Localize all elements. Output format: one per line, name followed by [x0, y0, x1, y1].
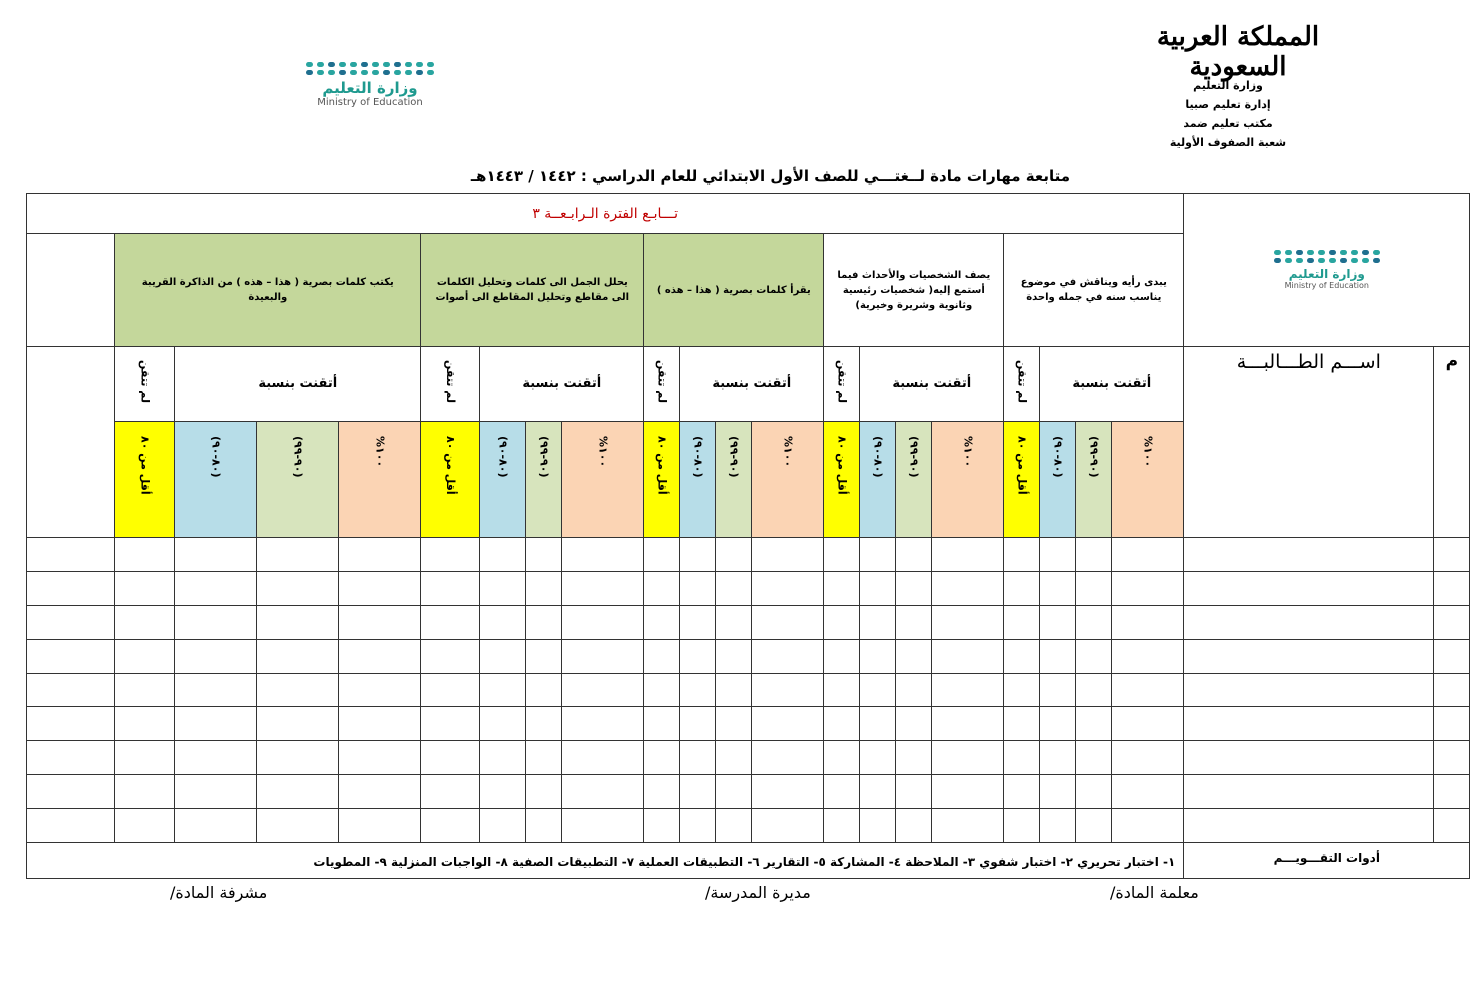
table-cell[interactable] [716, 571, 752, 605]
table-cell[interactable] [257, 707, 339, 741]
table-cell[interactable] [1112, 775, 1184, 809]
moe-logo-english: Ministry of Education [317, 97, 423, 108]
table-cell[interactable] [824, 639, 860, 673]
table-cell[interactable] [339, 707, 421, 741]
table-cell[interactable] [1076, 673, 1112, 707]
table-cell[interactable] [1112, 741, 1184, 775]
table-cell[interactable] [175, 605, 257, 639]
table-cell[interactable] [480, 809, 526, 843]
table-cell[interactable] [421, 775, 480, 809]
table-cell[interactable] [1434, 571, 1470, 605]
table-cell[interactable] [257, 571, 339, 605]
table-cell[interactable] [680, 571, 716, 605]
table-cell[interactable] [1184, 673, 1434, 707]
table-cell[interactable] [257, 639, 339, 673]
table-row [27, 639, 1470, 673]
table-cell[interactable] [257, 741, 339, 775]
table-cell[interactable] [526, 538, 562, 572]
table-cell[interactable] [480, 673, 526, 707]
table-row [27, 673, 1470, 707]
band-title: تـــابـع الفترة الـرابـعــة ٣ [27, 194, 1184, 234]
table-cell[interactable] [932, 707, 1004, 741]
table-cell[interactable] [27, 538, 115, 572]
table-cell[interactable] [1040, 605, 1076, 639]
pct-80-90: (٨٠-٩٠) [680, 421, 716, 537]
table-cell[interactable] [716, 639, 752, 673]
table-cell[interactable] [896, 809, 932, 843]
table-cell[interactable] [115, 741, 175, 775]
table-cell[interactable] [932, 571, 1004, 605]
moe-logo-arabic: وزارة التعليم [322, 79, 418, 97]
table-cell[interactable] [644, 538, 680, 572]
table-cell[interactable] [175, 809, 257, 843]
table-cell[interactable] [824, 809, 860, 843]
table-cell[interactable] [680, 707, 716, 741]
table-cell[interactable] [1004, 571, 1040, 605]
not-mastered-header-2: لم تتقن [824, 347, 860, 422]
pct-90-99: (٩٠-٩٩) [896, 421, 932, 537]
skill-2: يصف الشخصيات والأحداث فيما أستمع إليه( شخصيات رئيسية وثانوية وشريرة وخيرية) [824, 234, 1004, 347]
table-cell[interactable] [1184, 809, 1434, 843]
pct-below-80: أقل من ٨٠ [644, 421, 680, 537]
table-cell[interactable] [752, 809, 824, 843]
table-cell[interactable] [1434, 639, 1470, 673]
table-cell[interactable] [680, 673, 716, 707]
pct-90-99: (٩٠-٩٩) [257, 421, 339, 537]
pct-80-90: (٨٠-٩٠) [175, 421, 257, 537]
table-cell[interactable] [257, 673, 339, 707]
table-cell[interactable] [644, 741, 680, 775]
table-cell[interactable] [339, 639, 421, 673]
table-cell[interactable] [175, 571, 257, 605]
table-cell[interactable] [115, 571, 175, 605]
table-cell[interactable] [1434, 538, 1470, 572]
table-cell[interactable] [339, 741, 421, 775]
table-cell[interactable] [1076, 605, 1112, 639]
table-cell[interactable] [480, 741, 526, 775]
table-cell[interactable] [896, 707, 932, 741]
table-cell[interactable] [1040, 809, 1076, 843]
mastered-header-5: أتقنت بنسبة [175, 347, 421, 422]
table-cell[interactable] [1112, 538, 1184, 572]
table-cell[interactable] [932, 809, 1004, 843]
table-cell[interactable] [526, 775, 562, 809]
table-cell[interactable] [644, 707, 680, 741]
sign-principal: مديرة المدرسة/ [705, 883, 811, 902]
table-cell[interactable] [644, 605, 680, 639]
table-cell[interactable] [562, 775, 644, 809]
table-cell[interactable] [716, 707, 752, 741]
mastered-header-2: أتقنت بنسبة [860, 347, 1004, 422]
table-cell[interactable] [1112, 571, 1184, 605]
table-cell[interactable] [824, 775, 860, 809]
table-cell[interactable] [115, 639, 175, 673]
pct-90-99: (٩٠-٩٩) [716, 421, 752, 537]
table-cell[interactable] [257, 775, 339, 809]
mastered-header-1: أتقنت بنسبة [1040, 347, 1184, 422]
table-cell[interactable] [896, 741, 932, 775]
table-cell[interactable] [1112, 605, 1184, 639]
col-student-header: اســـم الطـــالبـــة [1184, 347, 1434, 538]
mastered-header-4: أتقنت بنسبة [480, 347, 644, 422]
pct-80-90: (٨٠-٩٠) [860, 421, 896, 537]
table-cell[interactable] [175, 538, 257, 572]
table-cell[interactable] [752, 538, 824, 572]
table-cell[interactable] [1040, 538, 1076, 572]
table-cell[interactable] [562, 605, 644, 639]
table-cell[interactable] [680, 775, 716, 809]
table-cell[interactable] [1076, 707, 1112, 741]
table-cell[interactable] [175, 741, 257, 775]
table-cell[interactable] [860, 741, 896, 775]
table-cell[interactable] [27, 571, 115, 605]
table-cell[interactable] [526, 809, 562, 843]
table-cell[interactable] [421, 673, 480, 707]
table-cell[interactable] [1112, 639, 1184, 673]
pct-90-99: (٩٠-٩٩) [1076, 421, 1112, 537]
section-line: شعبة الصفوف الأولية [1169, 136, 1287, 149]
table-cell[interactable] [526, 605, 562, 639]
table-cell[interactable] [752, 707, 824, 741]
table-cell[interactable] [175, 673, 257, 707]
table-cell[interactable] [1184, 775, 1434, 809]
table-cell[interactable] [1076, 538, 1112, 572]
table-cell[interactable] [860, 809, 896, 843]
pct-90-99: (٩٠-٩٩) [526, 421, 562, 537]
pct-below-80: أقل من ٨٠ [115, 421, 175, 537]
table-cell[interactable] [526, 639, 562, 673]
table-cell[interactable] [27, 775, 115, 809]
table-cell[interactable] [1184, 741, 1434, 775]
table-cell[interactable] [480, 571, 526, 605]
table-cell[interactable] [680, 538, 716, 572]
table-cell[interactable] [27, 707, 115, 741]
table-cell[interactable] [860, 775, 896, 809]
table-cell[interactable] [716, 605, 752, 639]
moe-logo-dots [305, 62, 435, 75]
skill-3: يقرأ كلمات بصرية ( هذا – هذه ) [644, 234, 824, 347]
table-cell[interactable] [1434, 741, 1470, 775]
tools-label: أدوات التقـــويـــم [1184, 843, 1470, 879]
table-cell[interactable] [1184, 605, 1434, 639]
table-cell[interactable] [1112, 673, 1184, 707]
table-cell[interactable] [752, 673, 824, 707]
student-rows [27, 538, 1470, 843]
table-cell[interactable] [526, 673, 562, 707]
table-cell[interactable] [716, 809, 752, 843]
table-cell[interactable] [339, 538, 421, 572]
department-line: إدارة تعليم صبيا [1185, 98, 1271, 111]
not-mastered-header-4: لم تتقن [421, 347, 480, 422]
table-cell[interactable] [421, 707, 480, 741]
table-cell[interactable] [752, 571, 824, 605]
table-cell[interactable] [644, 571, 680, 605]
table-cell[interactable] [339, 809, 421, 843]
table-row [27, 741, 1470, 775]
table-cell[interactable] [1076, 741, 1112, 775]
not-mastered-header-3: لم تتقن [644, 347, 680, 422]
table-cell[interactable] [115, 538, 175, 572]
table-cell[interactable] [824, 538, 860, 572]
table-cell[interactable] [257, 538, 339, 572]
table-cell[interactable] [1076, 775, 1112, 809]
table-cell[interactable] [115, 809, 175, 843]
table-cell[interactable] [644, 673, 680, 707]
table-row [27, 809, 1470, 843]
table-cell[interactable] [716, 775, 752, 809]
pct-below-80: أقل من ٨٠ [824, 421, 860, 537]
table-cell[interactable] [115, 707, 175, 741]
table-cell[interactable] [860, 538, 896, 572]
skills-table [26, 193, 1470, 879]
table-cell[interactable] [257, 605, 339, 639]
table-cell[interactable] [27, 673, 115, 707]
table-cell[interactable] [562, 639, 644, 673]
skill-5: يكتب كلمات بصرية ( هذا – هذه ) من الذاكرة القريبة والبعيدة [115, 234, 421, 347]
tools-text: ١- اختبار تحريري ٢- اختبار شفوي ٣- الملاحظة ٤- المشاركة ٥- التقارير ٦- التطبيقات العملية ٧- التطبيقات الصفية ٨- الواجبات المنزلية ٩- المطويات [27, 843, 1184, 879]
table-cell[interactable] [896, 639, 932, 673]
table-cell[interactable] [932, 673, 1004, 707]
table-cell[interactable] [1040, 571, 1076, 605]
table-cell[interactable] [115, 775, 175, 809]
table-cell[interactable] [480, 775, 526, 809]
table-cell[interactable] [752, 639, 824, 673]
pct-below-80: أقل من ٨٠ [1004, 421, 1040, 537]
table-cell[interactable] [824, 707, 860, 741]
table-cell[interactable] [1040, 639, 1076, 673]
table-cell[interactable] [860, 707, 896, 741]
table-cell[interactable] [860, 673, 896, 707]
pct-100: ١٠٠% [1112, 421, 1184, 537]
table-row [27, 605, 1470, 639]
table-cell[interactable] [1004, 673, 1040, 707]
table-cell[interactable] [824, 741, 860, 775]
skill-1: يبدى رأيه ويناقش في موضوع يناسب سنه في جمله واحدة [1004, 234, 1184, 347]
table-cell[interactable] [1040, 741, 1076, 775]
table-cell[interactable] [27, 639, 115, 673]
table-row [27, 775, 1470, 809]
pct-100: ١٠٠% [339, 421, 421, 537]
office-lines [1148, 76, 1308, 152]
table-cell[interactable] [1112, 809, 1184, 843]
table-row [27, 538, 1470, 572]
table-row [27, 707, 1470, 741]
table-cell[interactable] [896, 673, 932, 707]
table-cell[interactable] [1112, 707, 1184, 741]
table-cell[interactable] [1434, 809, 1470, 843]
pct-below-80: أقل من ٨٠ [421, 421, 480, 537]
table-cell[interactable] [1076, 639, 1112, 673]
pct-100: ١٠٠% [562, 421, 644, 537]
table-cell[interactable] [752, 775, 824, 809]
table-cell[interactable] [1004, 639, 1040, 673]
table-cell[interactable] [526, 571, 562, 605]
table-cell[interactable] [932, 775, 1004, 809]
table-cell[interactable] [421, 571, 480, 605]
table-cell[interactable] [421, 809, 480, 843]
table-cell[interactable] [824, 605, 860, 639]
moe-logo-cell [1184, 194, 1470, 347]
table-cell[interactable] [115, 605, 175, 639]
kingdom-logo: المملكة العربية السعودية [1156, 22, 1320, 82]
table-cell[interactable] [716, 741, 752, 775]
table-cell[interactable] [716, 673, 752, 707]
page-title: متابعة مهارات مادة لــغتـــي للصف الأول الابتدائي للعام الدراسي : ١٤٤٢ / ١٤٤٣هـ [470, 167, 1070, 185]
mastered-header-3: أتقنت بنسبة [680, 347, 824, 422]
table-cell[interactable] [175, 639, 257, 673]
ministry-line: وزارة التعليم [1193, 79, 1263, 92]
blank-header [27, 347, 115, 538]
table-cell[interactable] [339, 673, 421, 707]
table-cell[interactable] [1434, 775, 1470, 809]
table-cell[interactable] [339, 605, 421, 639]
table-cell[interactable] [1184, 639, 1434, 673]
table-cell[interactable] [932, 639, 1004, 673]
table-cell[interactable] [562, 571, 644, 605]
table-cell[interactable] [562, 538, 644, 572]
table-cell[interactable] [932, 605, 1004, 639]
table-cell[interactable] [1184, 538, 1434, 572]
skill-4: يحلل الجمل الى كلمات وتحليل الكلمات الى مقاطع وتحليل المقاطع الى أصوات [421, 234, 644, 347]
table-cell[interactable] [1004, 707, 1040, 741]
table-cell[interactable] [1434, 707, 1470, 741]
table-cell[interactable] [644, 775, 680, 809]
moe-logo-dots-2 [1272, 250, 1382, 263]
table-cell[interactable] [644, 809, 680, 843]
table-cell[interactable] [27, 605, 115, 639]
office-line: مكتب تعليم ضمد [1183, 117, 1273, 130]
table-cell[interactable] [421, 605, 480, 639]
table-cell[interactable] [752, 741, 824, 775]
table-cell[interactable] [860, 605, 896, 639]
table-cell[interactable] [480, 605, 526, 639]
table-cell[interactable] [752, 605, 824, 639]
sign-teacher: معلمة المادة/ [1110, 883, 1199, 902]
not-mastered-header-5: لم تتقن [115, 347, 175, 422]
table-cell[interactable] [562, 809, 644, 843]
table-cell[interactable] [421, 741, 480, 775]
table-cell[interactable] [1434, 673, 1470, 707]
pct-100: ١٠٠% [932, 421, 1004, 537]
table-cell[interactable] [526, 707, 562, 741]
sign-supervisor: مشرفة المادة/ [170, 883, 268, 902]
col-m-header: م [1434, 347, 1470, 538]
table-cell[interactable] [824, 673, 860, 707]
table-cell[interactable] [1004, 605, 1040, 639]
table-cell[interactable] [1004, 538, 1040, 572]
table-cell[interactable] [257, 809, 339, 843]
pct-80-90: (٨٠-٩٠) [480, 421, 526, 537]
moe-logo [300, 62, 440, 137]
table-cell[interactable] [1004, 741, 1040, 775]
table-cell[interactable] [480, 639, 526, 673]
table-cell[interactable] [1004, 809, 1040, 843]
table-cell[interactable] [1184, 571, 1434, 605]
table-cell[interactable] [562, 707, 644, 741]
table-cell[interactable] [421, 639, 480, 673]
table-cell[interactable] [680, 741, 716, 775]
table-cell[interactable] [27, 809, 115, 843]
moe-logo-arabic-2: وزارة التعليم [1288, 267, 1365, 281]
table-cell[interactable] [115, 673, 175, 707]
skill-empty [27, 234, 115, 347]
moe-logo-english-2: Ministry of Education [1284, 281, 1369, 290]
table-cell[interactable] [562, 673, 644, 707]
table-cell[interactable] [680, 605, 716, 639]
not-mastered-header-1: لم تتقن [1004, 347, 1040, 422]
table-cell[interactable] [680, 809, 716, 843]
table-cell[interactable] [680, 639, 716, 673]
table-cell[interactable] [1040, 673, 1076, 707]
table-cell[interactable] [932, 741, 1004, 775]
table-cell[interactable] [1076, 809, 1112, 843]
table-cell[interactable] [175, 707, 257, 741]
table-cell[interactable] [480, 538, 526, 572]
table-cell[interactable] [480, 707, 526, 741]
table-row [27, 571, 1470, 605]
table-cell[interactable] [896, 538, 932, 572]
table-cell[interactable] [1040, 707, 1076, 741]
pct-100: ١٠٠% [752, 421, 824, 537]
table-cell[interactable] [644, 639, 680, 673]
table-cell[interactable] [932, 538, 1004, 572]
table-cell[interactable] [339, 775, 421, 809]
table-cell[interactable] [896, 571, 932, 605]
table-cell[interactable] [27, 741, 115, 775]
table-cell[interactable] [860, 571, 896, 605]
table-cell[interactable] [1434, 605, 1470, 639]
table-cell[interactable] [526, 741, 562, 775]
table-cell[interactable] [1040, 775, 1076, 809]
table-cell[interactable] [1004, 775, 1040, 809]
table-cell[interactable] [421, 538, 480, 572]
table-cell[interactable] [896, 605, 932, 639]
table-cell[interactable] [175, 775, 257, 809]
table-cell[interactable] [896, 775, 932, 809]
table-cell[interactable] [1184, 707, 1434, 741]
table-cell[interactable] [562, 741, 644, 775]
table-cell[interactable] [339, 571, 421, 605]
table-cell[interactable] [716, 538, 752, 572]
table-cell[interactable] [860, 639, 896, 673]
table-cell[interactable] [1076, 571, 1112, 605]
table-cell[interactable] [824, 571, 860, 605]
pct-80-90: (٨٠-٩٠) [1040, 421, 1076, 537]
